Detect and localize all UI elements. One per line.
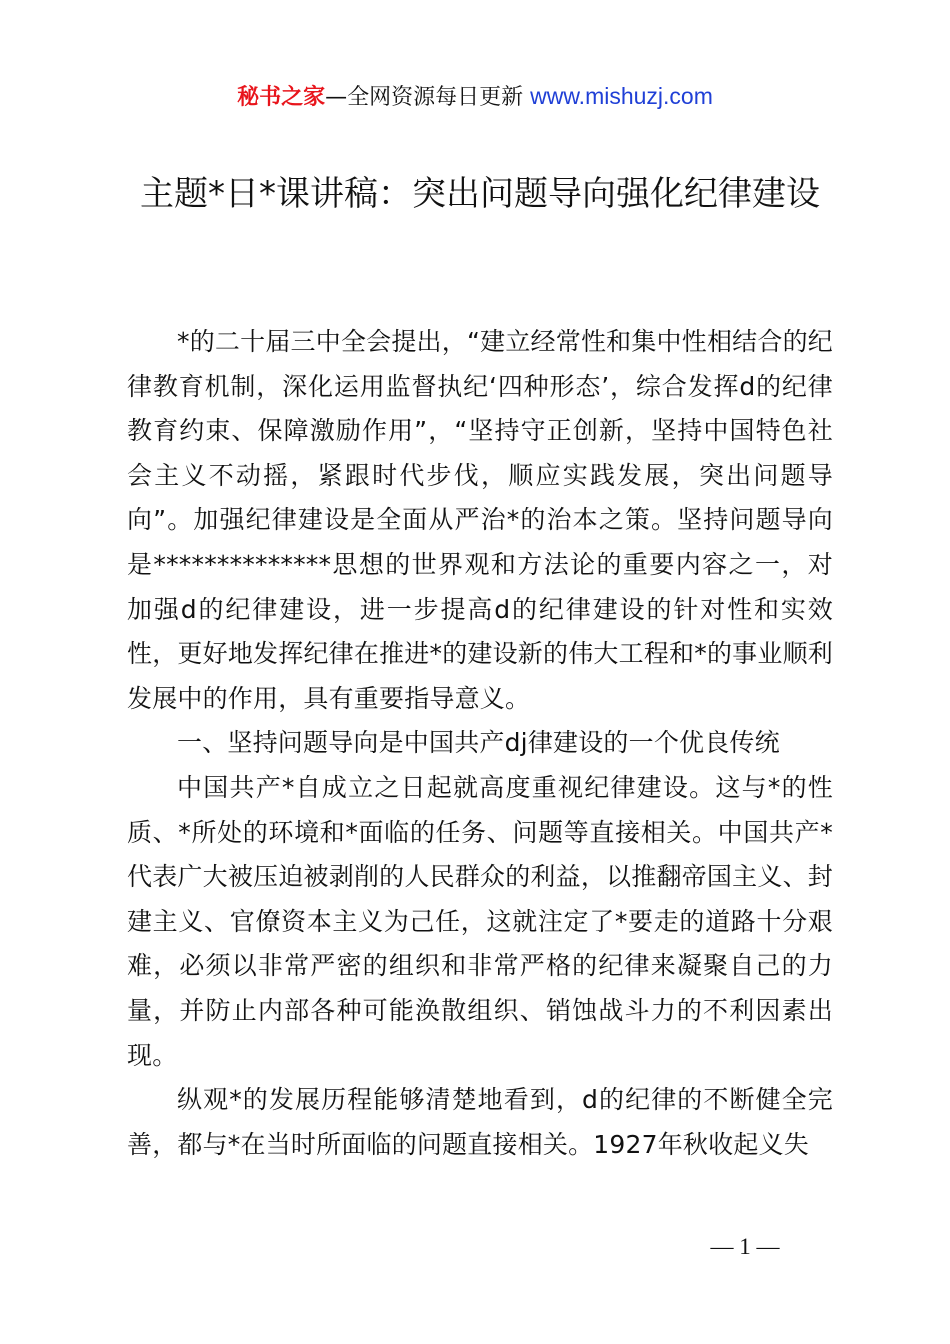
site-url-link[interactable]: www.mishuzj.com <box>530 83 713 109</box>
body-paragraph: 纵观*的发展历程能够清楚地看到，d的纪律的不断健全完善，都与*在当时所面临的问题直接相关。1927年秋收起义失 <box>127 1085 833 1159</box>
body-paragraph-intro: *的二十届三中全会提出，“建立经常性和集中性相结合的纪律教育机制，深化运用监督执纪‘四种形态’，综合发挥d的纪律教育约束、保障激励作用”，“坚持守正创新，坚持中国特色社会主义不动摇，紧跟时代步伐，顺应实践发展，突出问题导向”。加强纪律建设是全面从严治*的治本之策。坚持问题导向是**************思想的世界观和方法论的重要内容之一，对加强d的纪律建设，进一步提高d的纪律建设的针对性和实效性，更好地发挥纪律在推进*的建设新的伟大工程和*的事业顺利发展中的作用，具有重要指导意义。 <box>127 327 833 713</box>
site-header <box>0 80 950 114</box>
document-body <box>127 320 833 1167</box>
section-heading-1: 一、坚持问题导向是中国共产dj律建设的一个优良传统 <box>177 728 780 758</box>
document-title: 主题*日*课讲稿：突出问题导向强化纪律建设 <box>140 174 820 214</box>
body-paragraph: 中国共产*自成立之日起就高度重视纪律建设。这与*的性质、*所处的环境和*面临的任务、问题等直接相关。中国共产*代表广大被压迫被剥削的人民群众的利益，以推翻帝国主义、封建主义、官僚资本主义为己任，这就注定了*要走的道路十分艰难，必须以非常严密的组织和非常严格的纪律来凝聚自己的力量，并防止内部各种可能涣散组织、销蚀战斗力的不利因素出现。 <box>127 772 833 1070</box>
page-number: — 1 — <box>710 1234 780 1259</box>
site-tagline: —全网资源每日更新 <box>325 85 531 110</box>
site-brand: 秘书之家 <box>237 85 326 110</box>
